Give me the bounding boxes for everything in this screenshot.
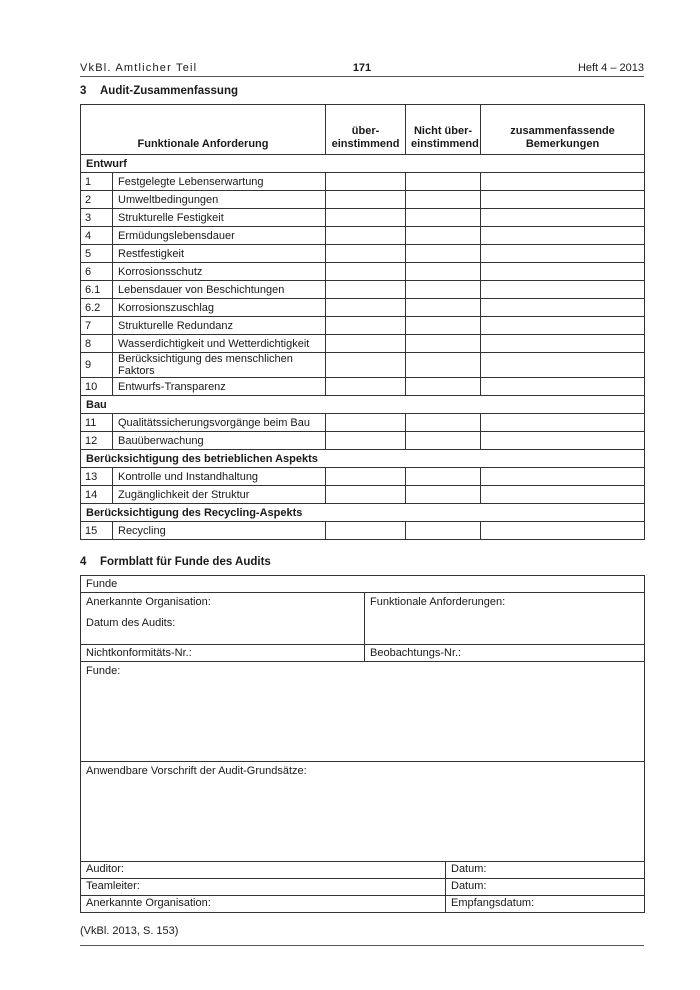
requirement-label: Lebensdauer von Beschichtungen <box>113 281 326 299</box>
audit-table-row <box>81 486 645 504</box>
remarks-cell[interactable] <box>481 263 645 281</box>
audit-table-row <box>81 414 645 432</box>
requirement-number: 7 <box>81 317 113 335</box>
audit-table-row <box>81 173 645 191</box>
publication-name: VkBl. Amtlicher Teil <box>80 62 198 74</box>
requirement-label: Korrosionsschutz <box>113 263 326 281</box>
section-4-heading <box>80 556 644 568</box>
audit-table-row <box>81 468 645 486</box>
col-header-remarks <box>481 105 645 155</box>
col-header-compliant-text: über- einstimmend <box>331 125 400 150</box>
requirement-number: 8 <box>81 335 113 353</box>
col-header-remarks-text: zusammenfassende Bemerkungen <box>510 125 615 150</box>
requirement-number: 9 <box>81 353 113 378</box>
remarks-cell[interactable] <box>481 245 645 263</box>
audit-table-row <box>81 299 645 317</box>
noncompliant-cell[interactable] <box>406 432 481 450</box>
audit-table-row <box>81 335 645 353</box>
audit-table-row <box>81 353 645 378</box>
requirement-label: Ermüdungslebensdauer <box>113 227 326 245</box>
section-3-title: Audit-Zusammenfassung <box>100 85 239 97</box>
compliant-cell[interactable] <box>326 378 406 396</box>
requirement-number: 10 <box>81 378 113 396</box>
noncompliant-cell[interactable] <box>406 227 481 245</box>
remarks-cell[interactable] <box>481 209 645 227</box>
compliant-cell[interactable] <box>326 227 406 245</box>
compliant-cell[interactable] <box>326 173 406 191</box>
audit-table-row <box>81 209 645 227</box>
requirement-number: 6 <box>81 263 113 281</box>
compliant-cell[interactable] <box>326 414 406 432</box>
audit-table-row <box>81 317 645 335</box>
recv-org-label: Anerkannte Organisation: <box>86 897 211 909</box>
remarks-cell[interactable] <box>481 486 645 504</box>
noncompliant-cell[interactable] <box>406 317 481 335</box>
compliant-cell[interactable] <box>326 522 406 540</box>
page-number: 171 <box>352 62 372 74</box>
noncompliant-cell[interactable] <box>406 263 481 281</box>
remarks-cell[interactable] <box>481 378 645 396</box>
audit-group-row <box>81 155 645 173</box>
requirement-number: 14 <box>81 486 113 504</box>
org-date-cell[interactable] <box>81 593 365 645</box>
audit-summary-table <box>80 104 645 540</box>
requirement-label: Strukturelle Festigkeit <box>113 209 326 227</box>
col-header-requirement: Funktionale Anforderung <box>81 105 326 155</box>
requirement-number: 6.1 <box>81 281 113 299</box>
noncompliant-cell[interactable] <box>406 486 481 504</box>
requirement-label: Korrosionszuschlag <box>113 299 326 317</box>
col-header-compliant <box>326 105 406 155</box>
noncompliant-cell[interactable] <box>406 191 481 209</box>
requirement-label: Kontrolle und Instandhaltung <box>113 468 326 486</box>
audit-group-row <box>81 504 645 522</box>
audit-group-title: Berücksichtigung des betrieblichen Aspekts <box>81 450 645 468</box>
auditor-label: Auditor: <box>86 863 124 875</box>
remarks-cell[interactable] <box>481 299 645 317</box>
compliant-cell[interactable] <box>326 245 406 263</box>
compliant-cell[interactable] <box>326 317 406 335</box>
col-header-noncompliant-text: Nicht über- einstimmend <box>411 125 479 150</box>
requirement-number: 1 <box>81 173 113 191</box>
section-4-number: 4 <box>80 556 87 568</box>
audit-table-row <box>81 245 645 263</box>
requirement-number: 12 <box>81 432 113 450</box>
observation-label: Beobachtungs-Nr.: <box>370 647 462 659</box>
recv-org-cell[interactable] <box>81 896 446 913</box>
requirement-label: Entwurfs-Transparenz <box>113 378 326 396</box>
requirement-label: Berücksichtigung des menschlichen Faktors <box>113 353 326 378</box>
remarks-cell[interactable] <box>481 468 645 486</box>
auditor-date-label: Datum: <box>451 863 487 875</box>
requirement-label: Restfestigkeit <box>113 245 326 263</box>
requirement-label: Zugänglichkeit der Struktur <box>113 486 326 504</box>
noncompliant-cell[interactable] <box>406 335 481 353</box>
requirement-number: 13 <box>81 468 113 486</box>
noncompliant-cell[interactable] <box>406 281 481 299</box>
audit-table-row <box>81 191 645 209</box>
requirement-label: Recycling <box>113 522 326 540</box>
form-teamlead-row <box>81 879 645 896</box>
remarks-cell[interactable] <box>481 432 645 450</box>
func-req-label: Funktionale Anforderungen: <box>370 596 506 608</box>
noncompliant-cell[interactable] <box>406 522 481 540</box>
form-receipt-row <box>81 896 645 913</box>
func-req-cell[interactable] <box>365 593 645 645</box>
compliant-cell[interactable] <box>326 281 406 299</box>
compliant-cell[interactable] <box>326 468 406 486</box>
audit-table-row <box>81 378 645 396</box>
compliant-cell[interactable] <box>326 299 406 317</box>
requirement-number: 11 <box>81 414 113 432</box>
audit-group-title: Bau <box>81 396 645 414</box>
findings-cell[interactable] <box>81 662 645 762</box>
audit-group-title: Berücksichtigung des Recycling-Aspekts <box>81 504 645 522</box>
receipt-date-cell[interactable] <box>446 896 645 913</box>
remarks-cell[interactable] <box>481 317 645 335</box>
regulation-label: Anwendbare Vorschrift der Audit-Grundsätze: <box>86 765 307 777</box>
section-4-title: Formblatt für Funde des Audits <box>100 556 271 568</box>
requirement-number: 6.2 <box>81 299 113 317</box>
audit-table-row <box>81 281 645 299</box>
audit-table-body <box>81 155 645 540</box>
receipt-date-label: Empfangsdatum: <box>451 897 535 909</box>
compliant-cell[interactable] <box>326 432 406 450</box>
remarks-cell[interactable] <box>481 335 645 353</box>
noncompliant-cell[interactable] <box>406 299 481 317</box>
audit-group-title: Entwurf <box>81 155 645 173</box>
audit-table-row <box>81 432 645 450</box>
regulation-cell[interactable] <box>81 762 645 862</box>
audit-table-row <box>81 227 645 245</box>
audit-date-label: Datum des Audits: <box>86 617 176 629</box>
org-label: Anerkannte Organisation: <box>86 596 211 608</box>
teamlead-cell[interactable] <box>81 879 446 896</box>
noncompliant-cell[interactable] <box>406 378 481 396</box>
compliant-cell[interactable] <box>326 353 406 378</box>
form-regulation-row <box>81 762 645 862</box>
requirement-number: 3 <box>81 209 113 227</box>
remarks-cell[interactable] <box>481 227 645 245</box>
audit-table-header-row <box>81 105 645 155</box>
audit-group-row <box>81 450 645 468</box>
nonconformity-cell[interactable] <box>81 645 365 662</box>
requirement-label: Qualitätssicherungsvorgänge beim Bau <box>113 414 326 432</box>
requirement-label: Festgelegte Lebenserwartung <box>113 173 326 191</box>
compliant-cell[interactable] <box>326 191 406 209</box>
noncompliant-cell[interactable] <box>406 414 481 432</box>
noncompliant-cell[interactable] <box>406 173 481 191</box>
requirement-label: Umweltbedingungen <box>113 191 326 209</box>
document-page <box>80 60 644 946</box>
requirement-number: 2 <box>81 191 113 209</box>
compliant-cell[interactable] <box>326 335 406 353</box>
teamlead-date-cell[interactable] <box>446 879 645 896</box>
form-org-row <box>81 593 645 645</box>
form-heading: Funde <box>81 576 645 593</box>
noncompliant-cell[interactable] <box>406 245 481 263</box>
requirement-number: 5 <box>81 245 113 263</box>
compliant-cell[interactable] <box>326 209 406 227</box>
form-heading-row <box>81 576 645 593</box>
form-findings-row <box>81 662 645 762</box>
section-3-heading <box>80 85 644 97</box>
compliant-cell[interactable] <box>326 263 406 281</box>
remarks-cell[interactable] <box>481 173 645 191</box>
source-note: (VkBl. 2013, S. 153) <box>80 925 644 946</box>
issue-label: Heft 4 – 2013 <box>577 62 644 74</box>
observation-cell[interactable] <box>365 645 645 662</box>
audit-findings-form <box>80 575 645 913</box>
requirement-number: 15 <box>81 522 113 540</box>
requirement-number: 4 <box>81 227 113 245</box>
noncompliant-cell[interactable] <box>406 468 481 486</box>
requirement-label: Bauüberwachung <box>113 432 326 450</box>
col-header-noncompliant <box>406 105 481 155</box>
auditor-cell[interactable] <box>81 862 446 879</box>
teamlead-date-label: Datum: <box>451 880 487 892</box>
remarks-cell[interactable] <box>481 522 645 540</box>
noncompliant-cell[interactable] <box>406 209 481 227</box>
noncompliant-cell[interactable] <box>406 353 481 378</box>
nonconformity-label: Nichtkonformitäts-Nr.: <box>86 647 192 659</box>
findings-label: Funde: <box>86 665 121 677</box>
page-header <box>80 60 644 77</box>
compliant-cell[interactable] <box>326 486 406 504</box>
form-auditor-row <box>81 862 645 879</box>
audit-group-row <box>81 396 645 414</box>
audit-table-row <box>81 263 645 281</box>
remarks-cell[interactable] <box>481 191 645 209</box>
audit-table-row <box>81 522 645 540</box>
remarks-cell[interactable] <box>481 281 645 299</box>
section-3-number: 3 <box>80 85 87 97</box>
requirement-label: Wasserdichtigkeit und Wetterdichtigkeit <box>113 335 326 353</box>
teamlead-label: Teamleiter: <box>86 880 140 892</box>
remarks-cell[interactable] <box>481 353 645 378</box>
form-numbers-row <box>81 645 645 662</box>
remarks-cell[interactable] <box>481 414 645 432</box>
requirement-label: Strukturelle Redundanz <box>113 317 326 335</box>
auditor-date-cell[interactable] <box>446 862 645 879</box>
